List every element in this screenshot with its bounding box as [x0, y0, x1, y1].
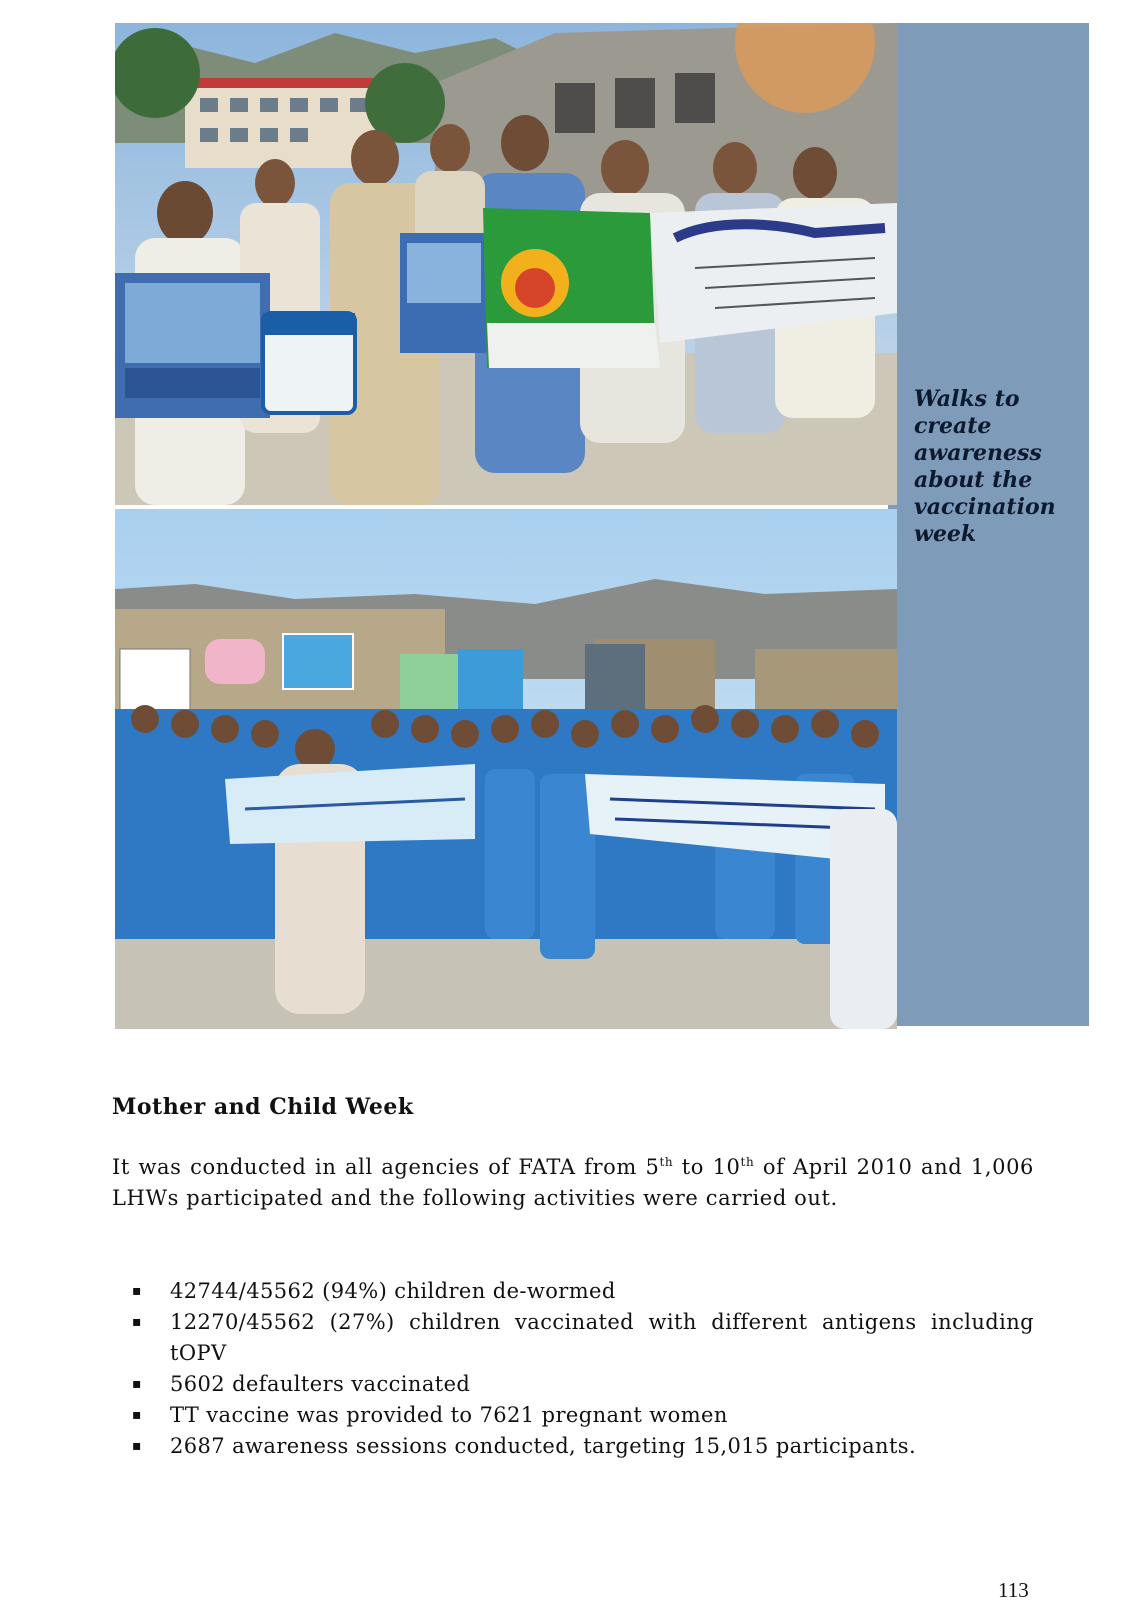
bullet-icon: ▪ — [132, 1283, 142, 1299]
bullet-icon: ▪ — [132, 1314, 142, 1330]
awareness-walk-photo-students — [115, 509, 897, 1029]
awareness-walk-photo-men — [115, 23, 897, 505]
bullet-icon: ▪ — [132, 1407, 142, 1423]
photo-caption: Walks to create awareness about the vaccination week — [914, 386, 1056, 547]
list-item-text: TT vaccine was provided to 7621 pregnant women — [170, 1403, 728, 1427]
ordinal-suffix-2: th — [740, 1155, 755, 1169]
activities-list — [112, 1276, 1034, 1462]
list-item — [112, 1369, 1034, 1400]
list-item — [112, 1307, 1034, 1369]
list-item-text: 12270/45562 (27%) children vaccinated with different antigens including tOPV — [170, 1310, 1034, 1365]
intro-paragraph — [112, 1152, 1034, 1214]
paragraph-part1: It was conducted in all agencies of FATA from 5 — [112, 1155, 660, 1179]
list-item-text: 42744/45562 (94%) children de-wormed — [170, 1279, 616, 1303]
list-item-text: 5602 defaulters vaccinated — [170, 1372, 471, 1396]
page-number: 113 — [998, 1578, 1029, 1602]
bullet-icon: ▪ — [132, 1376, 142, 1392]
paragraph-part3: of April 2010 and 1,006 LHWs participated and the following activities were carried out. — [112, 1155, 1034, 1210]
list-item-text: 2687 awareness sessions conducted, targeting 15,015 participants. — [170, 1434, 917, 1458]
list-item — [112, 1400, 1034, 1431]
list-item — [112, 1431, 1034, 1462]
list-item — [112, 1276, 1034, 1307]
paragraph-part2: to 10 — [673, 1155, 741, 1179]
ordinal-suffix-1: th — [659, 1155, 674, 1169]
section-heading: Mother and Child Week — [112, 1094, 414, 1120]
bullet-icon: ▪ — [132, 1438, 142, 1454]
